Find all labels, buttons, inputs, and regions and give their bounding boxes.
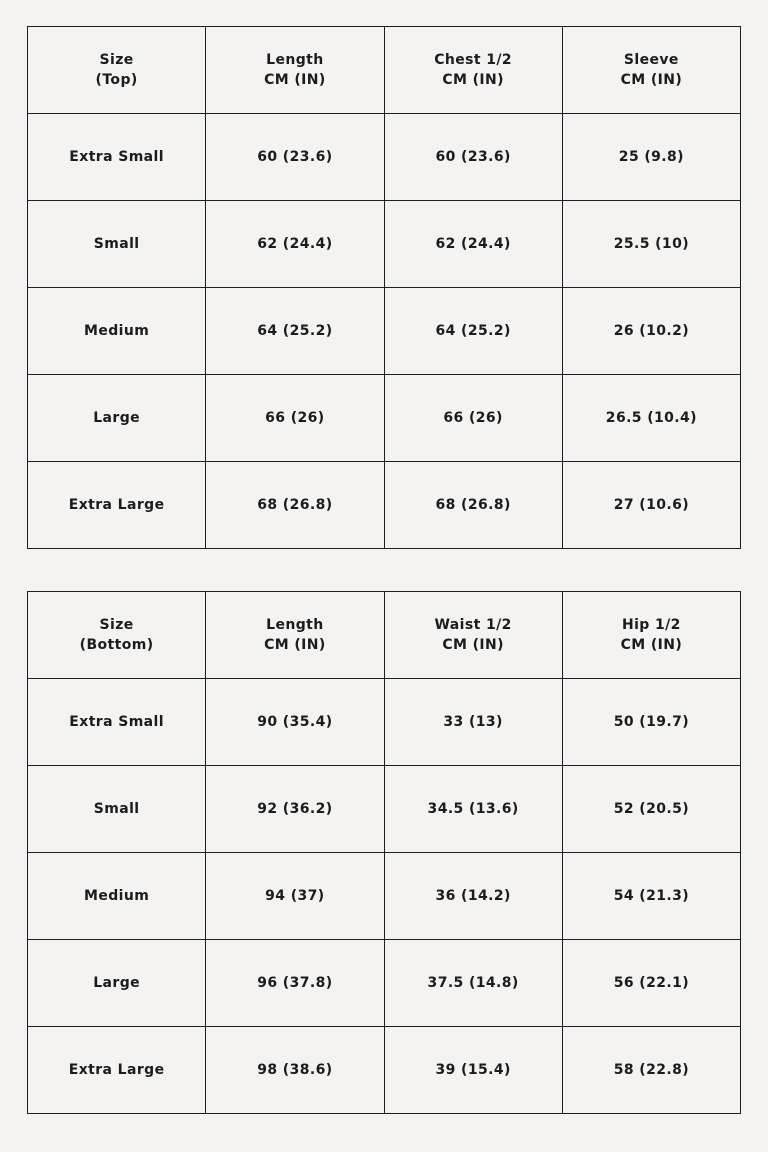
header-cell-length: [206, 27, 384, 114]
header-line: CM (IN): [442, 637, 504, 653]
hip-cell: 58 (22.8): [562, 1027, 740, 1114]
header-line: Sleeve: [623, 52, 679, 68]
chest-cell: 60 (23.6): [384, 114, 562, 201]
header-line: CM (IN): [264, 637, 326, 653]
table-row: [28, 375, 741, 462]
chest-cell: 66 (26): [384, 375, 562, 462]
header-line: Length: [266, 52, 324, 68]
length-cell: 96 (37.8): [206, 940, 384, 1027]
size-cell: Medium: [28, 853, 206, 940]
waist-cell: 37.5 (14.8): [384, 940, 562, 1027]
waist-cell: 39 (15.4): [384, 1027, 562, 1114]
hip-cell: 56 (22.1): [562, 940, 740, 1027]
header-line: CM (IN): [264, 72, 326, 88]
table-row: [28, 288, 741, 375]
header-line: Size: [99, 617, 134, 633]
waist-cell: 36 (14.2): [384, 853, 562, 940]
sleeve-cell: 26.5 (10.4): [562, 375, 740, 462]
table-row: [28, 114, 741, 201]
chest-cell: 64 (25.2): [384, 288, 562, 375]
header-line: Hip 1/2: [621, 617, 681, 633]
chest-cell: 68 (26.8): [384, 462, 562, 549]
length-cell: 66 (26): [206, 375, 384, 462]
table-row: [28, 940, 741, 1027]
table-row: [28, 1027, 741, 1114]
header-line: CM (IN): [442, 72, 504, 88]
table-row: [28, 766, 741, 853]
size-cell: Extra Large: [28, 462, 206, 549]
size-cell: Large: [28, 940, 206, 1027]
size-cell: Extra Small: [28, 679, 206, 766]
sleeve-cell: 25.5 (10): [562, 201, 740, 288]
sleeve-cell: 25 (9.8): [562, 114, 740, 201]
header-line: (Top): [95, 72, 138, 88]
length-cell: 90 (35.4): [206, 679, 384, 766]
sleeve-cell: 27 (10.6): [562, 462, 740, 549]
top-size-table: [27, 26, 741, 549]
length-cell: 94 (37): [206, 853, 384, 940]
length-cell: 62 (24.4): [206, 201, 384, 288]
length-cell: 60 (23.6): [206, 114, 384, 201]
header-line: Size: [99, 52, 134, 68]
header-cell-hip: [562, 592, 740, 679]
size-cell: Extra Large: [28, 1027, 206, 1114]
size-cell: Small: [28, 766, 206, 853]
size-cell: Small: [28, 201, 206, 288]
table-header-row: [28, 27, 741, 114]
table-row: [28, 853, 741, 940]
header-line: CM (IN): [620, 637, 683, 653]
header-line: Waist 1/2: [434, 617, 512, 633]
bottom-size-table: [27, 591, 741, 1114]
size-cell: Extra Small: [28, 114, 206, 201]
header-cell-waist: [384, 592, 562, 679]
waist-cell: 34.5 (13.6): [384, 766, 562, 853]
hip-cell: 54 (21.3): [562, 853, 740, 940]
header-line: (Bottom): [79, 637, 154, 653]
length-cell: 68 (26.8): [206, 462, 384, 549]
table-header-row: [28, 592, 741, 679]
waist-cell: 33 (13): [384, 679, 562, 766]
header-cell-chest: [384, 27, 562, 114]
header-cell-sleeve: [562, 27, 740, 114]
hip-cell: 50 (19.7): [562, 679, 740, 766]
table-row: [28, 462, 741, 549]
sleeve-cell: 26 (10.2): [562, 288, 740, 375]
header-line: Chest 1/2: [434, 52, 513, 68]
size-cell: Large: [28, 375, 206, 462]
hip-cell: 52 (20.5): [562, 766, 740, 853]
header-line: CM (IN): [620, 72, 683, 88]
header-cell-length: [206, 592, 384, 679]
chest-cell: 62 (24.4): [384, 201, 562, 288]
length-cell: 64 (25.2): [206, 288, 384, 375]
length-cell: 92 (36.2): [206, 766, 384, 853]
length-cell: 98 (38.6): [206, 1027, 384, 1114]
table-row: [28, 679, 741, 766]
size-cell: Medium: [28, 288, 206, 375]
table-row: [28, 201, 741, 288]
header-line: Length: [266, 617, 324, 633]
header-cell-size: [28, 592, 206, 679]
header-cell-size: [28, 27, 206, 114]
